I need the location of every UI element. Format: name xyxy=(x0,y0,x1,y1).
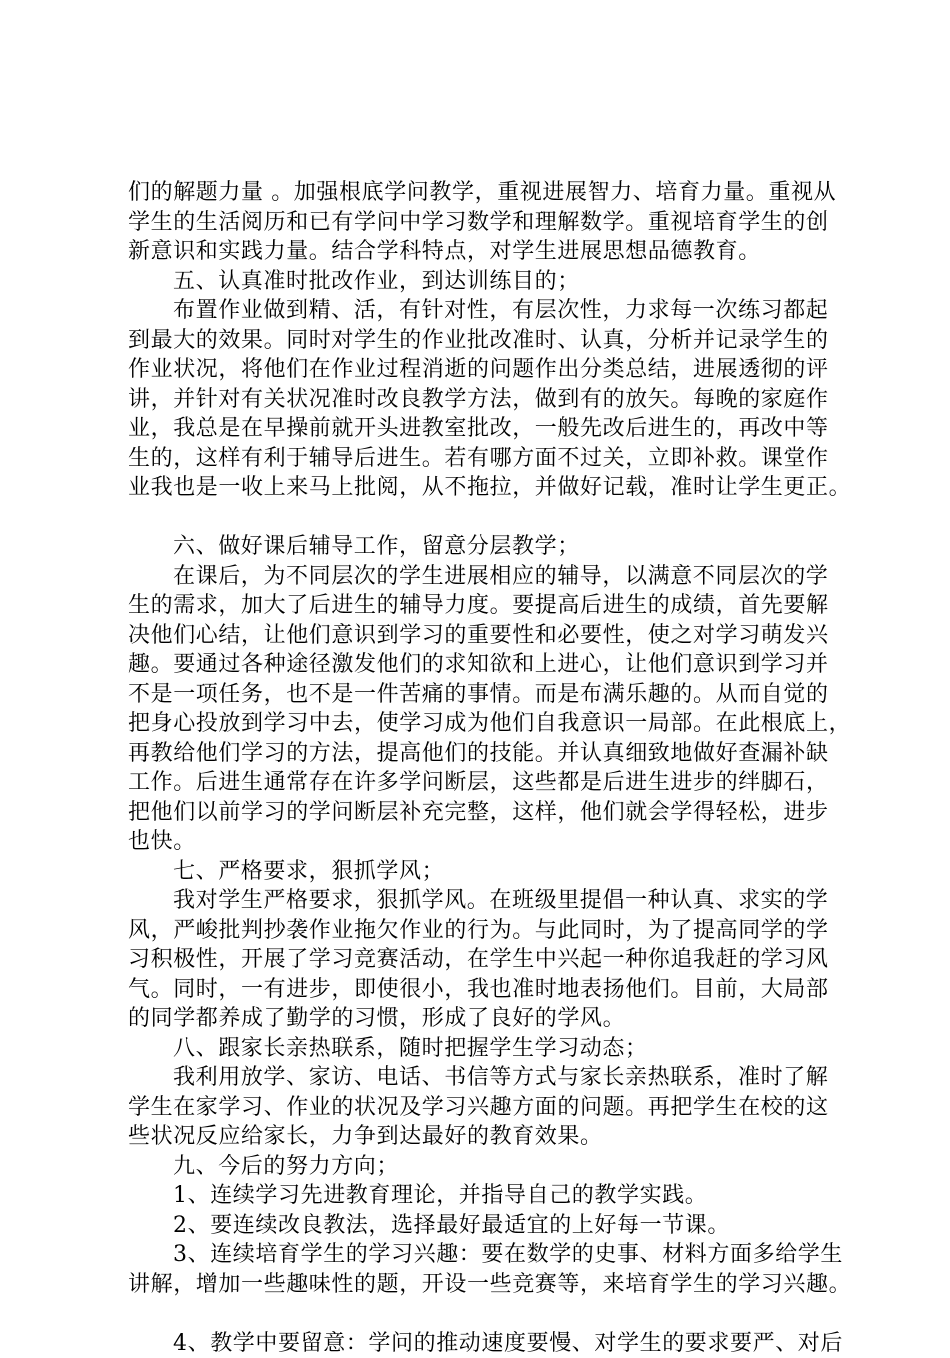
text-line: 讲，并针对有关状况准时改良教学方法，做到有的放矢。每晚的家庭作 xyxy=(128,385,848,415)
text-line: 学生的生活阅历和已有学问中学习数学和理解数学。重视培育学生的创 xyxy=(128,208,848,238)
text-line: 们的解题力量 。加强根底学问教学，重视进展智力、培育力量。重视从 xyxy=(128,178,848,208)
text-line: 3、连续培育学生的学习兴趣：要在数学的史事、材料方面多给学生 xyxy=(128,1240,848,1270)
text-line: 生的，这样有利于辅导后进生。若有哪方面不过关，立即补救。课堂作 xyxy=(128,444,848,474)
blank-line xyxy=(128,503,848,533)
text-line: 1、连续学习先进教育理论，并指导自己的教学实践。 xyxy=(128,1181,848,1211)
text-line: 我对学生严格要求，狠抓学风。在班级里提倡一种认真、求实的学 xyxy=(128,886,848,916)
text-line: 也快。 xyxy=(128,827,848,857)
text-line: 的同学都养成了勤学的习惯，形成了良好的学风。 xyxy=(128,1004,848,1034)
text-line: 布置作业做到精、活，有针对性，有层次性，力求每一次练习都起 xyxy=(128,296,848,326)
text-line: 风，严峻批判抄袭作业拖欠作业的行为。与此同时，为了提高同学的学 xyxy=(128,916,848,946)
text-line: 生的需求，加大了后进生的辅导力度。要提高后进生的成绩，首先要解 xyxy=(128,591,848,621)
text-line: 九、今后的努力方向； xyxy=(128,1152,848,1182)
text-line: 气。同时，一有进步，即使很小，我也准时地表扬他们。目前，大局部 xyxy=(128,975,848,1005)
document-body xyxy=(128,178,848,1358)
text-line: 作业状况，将他们在作业过程消逝的问题作出分类总结，进展透彻的评 xyxy=(128,355,848,385)
text-line: 把身心投放到学习中去，使学习成为他们自我意识一局部。在此根底上， xyxy=(128,709,848,739)
text-line: 趣。要通过各种途径激发他们的求知欲和上进心，让他们意识到学习并 xyxy=(128,650,848,680)
text-line: 些状况反应给家长，力争到达最好的教育效果。 xyxy=(128,1122,848,1152)
text-line: 新意识和实践力量。结合学科特点，对学生进展思想品德教育。 xyxy=(128,237,848,267)
text-line: 我利用放学、家访、电话、书信等方式与家长亲热联系，准时了解 xyxy=(128,1063,848,1093)
text-line: 4、教学中要留意：学问的推动速度要慢、对学生的要求要严、对后 xyxy=(128,1329,848,1358)
text-line: 业，我总是在早操前就开头进教室批改，一般先改后进生的，再改中等 xyxy=(128,414,848,444)
text-line: 再教给他们学习的方法，提高他们的技能。并认真细致地做好查漏补缺 xyxy=(128,739,848,769)
text-line: 七、严格要求，狠抓学风； xyxy=(128,857,848,887)
text-line: 不是一项任务，也不是一件苦痛的事情。而是布满乐趣的。从而自觉的 xyxy=(128,680,848,710)
blank-line xyxy=(128,1299,848,1329)
text-line: 2、要连续改良教法，选择最好最适宜的上好每一节课。 xyxy=(128,1211,848,1241)
text-line: 决他们心结，让他们意识到学习的重要性和必要性，使之对学习萌发兴 xyxy=(128,621,848,651)
text-line: 在课后，为不同层次的学生进展相应的辅导，以满意不同层次的学 xyxy=(128,562,848,592)
text-line: 习积极性，开展了学习竞赛活动，在学生中兴起一种你追我赶的学习风 xyxy=(128,945,848,975)
text-line: 学生在家学习、作业的状况及学习兴趣方面的问题。再把学生在校的这 xyxy=(128,1093,848,1123)
text-line: 把他们以前学习的学问断层补充完整，这样，他们就会学得轻松，进步 xyxy=(128,798,848,828)
text-line: 工作。后进生通常存在许多学问断层，这些都是后进生进步的绊脚石， xyxy=(128,768,848,798)
text-line: 讲解，增加一些趣味性的题，开设一些竞赛等，来培育学生的学习兴趣。 xyxy=(128,1270,848,1300)
text-line: 到最大的效果。同时对学生的作业批改准时、认真，分析并记录学生的 xyxy=(128,326,848,356)
text-line: 六、做好课后辅导工作，留意分层教学； xyxy=(128,532,848,562)
text-line: 八、跟家长亲热联系，随时把握学生学习动态； xyxy=(128,1034,848,1064)
text-line: 业我也是一收上来马上批阅，从不拖拉，并做好记载，准时让学生更正。 xyxy=(128,473,848,503)
text-line: 五、认真准时批改作业，到达训练目的； xyxy=(128,267,848,297)
